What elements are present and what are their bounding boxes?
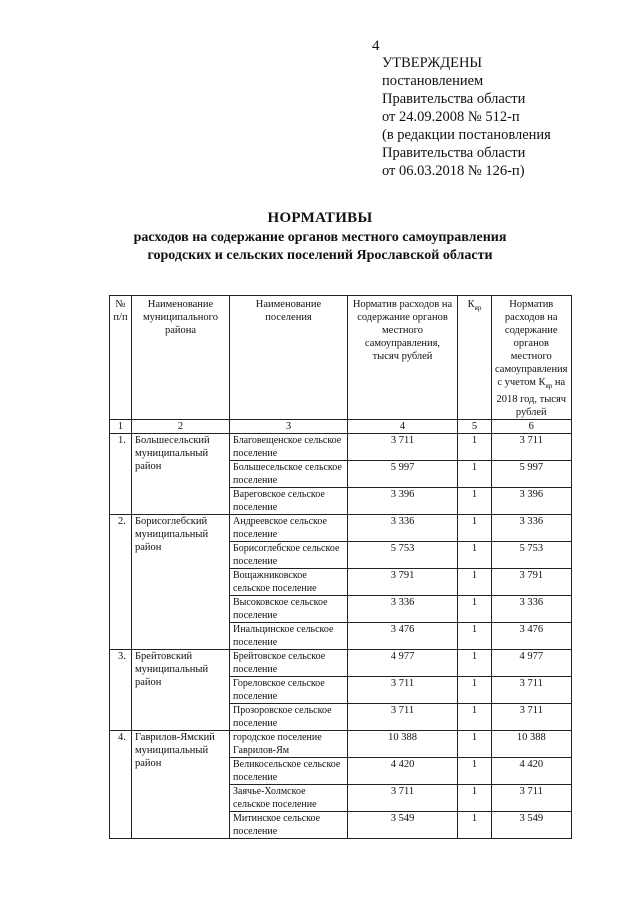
document-subtitle: расходов на содержание органов местного самоуправления [133, 230, 507, 245]
settlement-name: Митинское сельское поселение [230, 812, 348, 839]
header-col6-text-2: на 2018 год, тысяч рублей [496, 377, 567, 419]
norm-value: 3 791 [348, 569, 458, 596]
district-number: 3. [110, 650, 132, 731]
document-subtitle: городских и сельских поселений Ярославской области [147, 248, 493, 263]
norm-value: 3 476 [348, 623, 458, 650]
coefficient-value: 1 [458, 650, 492, 677]
total-value: 4 977 [492, 650, 572, 677]
table-row [110, 731, 572, 758]
total-value: 4 420 [492, 758, 572, 785]
total-value: 3 711 [492, 434, 572, 461]
coefficient-value: 1 [458, 677, 492, 704]
total-value: 3 711 [492, 704, 572, 731]
approval-line: от 06.03.2018 № 126-п) [382, 163, 525, 179]
norm-value: 4 420 [348, 758, 458, 785]
district-name: Борисоглебский муниципальный район [132, 515, 230, 650]
table-row [110, 434, 572, 461]
district-name: Брейтовский муниципальный район [132, 650, 230, 731]
table-header-row [110, 296, 572, 420]
total-value: 10 388 [492, 731, 572, 758]
column-number: 1 [110, 420, 132, 434]
coefficient-value: 1 [458, 623, 492, 650]
coefficient-value: 1 [458, 785, 492, 812]
header-norm: Норматив расходов на содержание органов местного самоуправления, тысяч рублей [348, 296, 458, 420]
norm-value: 3 711 [348, 704, 458, 731]
norm-value: 3 711 [348, 434, 458, 461]
approval-block [382, 54, 551, 180]
coefficient-value: 1 [458, 461, 492, 488]
total-value: 3 336 [492, 596, 572, 623]
district-number: 2. [110, 515, 132, 650]
coefficient-value: 1 [458, 596, 492, 623]
header-col6-subscript: яр [545, 382, 553, 391]
header-number: № п/п [110, 296, 132, 420]
header-settlement: Наименование поселения [230, 296, 348, 420]
approval-line: Правительства области [382, 91, 526, 107]
column-number: 5 [458, 420, 492, 434]
settlement-name: Большесельское сельское поселение [230, 461, 348, 488]
settlement-name: Благовещенское сельское поселение [230, 434, 348, 461]
norm-value: 3 396 [348, 488, 458, 515]
district-number: 4. [110, 731, 132, 839]
norms-table [109, 295, 572, 839]
table-row [110, 650, 572, 677]
coefficient-value: 1 [458, 704, 492, 731]
column-number: 2 [132, 420, 230, 434]
page-number: 4 [372, 38, 380, 54]
header-k-label: К [467, 299, 475, 310]
coefficient-value: 1 [458, 731, 492, 758]
header-coefficient [458, 296, 492, 420]
settlement-name: Борисоглебское сельское поселение [230, 542, 348, 569]
norm-value: 5 753 [348, 542, 458, 569]
approval-line: (в редакции постановления [382, 127, 551, 143]
coefficient-value: 1 [458, 515, 492, 542]
settlement-name: Высоковское сельское поселение [230, 596, 348, 623]
header-norm-with-coefficient [492, 296, 572, 420]
norm-value: 5 997 [348, 461, 458, 488]
coefficient-value: 1 [458, 812, 492, 839]
settlement-name: городское поселение Гаврилов-Ям [230, 731, 348, 758]
approval-line: Правительства области [382, 145, 526, 161]
column-number: 3 [230, 420, 348, 434]
header-district: Наименование муниципального района [132, 296, 230, 420]
coefficient-value: 1 [458, 569, 492, 596]
table-row [110, 515, 572, 542]
norm-value: 3 549 [348, 812, 458, 839]
approval-line: от 24.09.2008 № 512-п [382, 109, 520, 125]
settlement-name: Гореловское сельское поселение [230, 677, 348, 704]
norm-value: 3 711 [348, 677, 458, 704]
coefficient-value: 1 [458, 542, 492, 569]
coefficient-value: 1 [458, 758, 492, 785]
settlement-name: Андреевское сельское поселение [230, 515, 348, 542]
settlement-name: Вощажниковское сельское поселение [230, 569, 348, 596]
district-number: 1. [110, 434, 132, 515]
total-value: 5 753 [492, 542, 572, 569]
total-value: 3 549 [492, 812, 572, 839]
norm-value: 3 336 [348, 596, 458, 623]
column-number: 4 [348, 420, 458, 434]
settlement-name: Брейтовское сельское поселение [230, 650, 348, 677]
total-value: 3 396 [492, 488, 572, 515]
settlement-name: Великосельское сельское поселение [230, 758, 348, 785]
approval-line: постановлением [382, 73, 484, 89]
total-value: 5 997 [492, 461, 572, 488]
header-col6-text: Норматив расходов на содержание органов местного самоуправления с учетом К [495, 299, 568, 388]
norm-value: 3 336 [348, 515, 458, 542]
total-value: 3 791 [492, 569, 572, 596]
header-k-subscript: яр [474, 304, 482, 313]
approval-line: УТВЕРЖДЕНЫ [382, 55, 483, 71]
district-name: Гаврилов-Ямский муниципальный район [132, 731, 230, 839]
total-value: 3 476 [492, 623, 572, 650]
norm-value: 4 977 [348, 650, 458, 677]
total-value: 3 336 [492, 515, 572, 542]
document-title: НОРМАТИВЫ [267, 210, 373, 226]
norm-value: 10 388 [348, 731, 458, 758]
district-name: Большесельский муниципальный район [132, 434, 230, 515]
settlement-name: Вареговское сельское поселение [230, 488, 348, 515]
settlement-name: Инальцинское сельское поселение [230, 623, 348, 650]
column-number-row [110, 420, 572, 434]
total-value: 3 711 [492, 785, 572, 812]
coefficient-value: 1 [458, 434, 492, 461]
total-value: 3 711 [492, 677, 572, 704]
coefficient-value: 1 [458, 488, 492, 515]
norm-value: 3 711 [348, 785, 458, 812]
settlement-name: Заячье-Холмское сельское поселение [230, 785, 348, 812]
settlement-name: Прозоровское сельское поселение [230, 704, 348, 731]
column-number: 6 [492, 420, 572, 434]
